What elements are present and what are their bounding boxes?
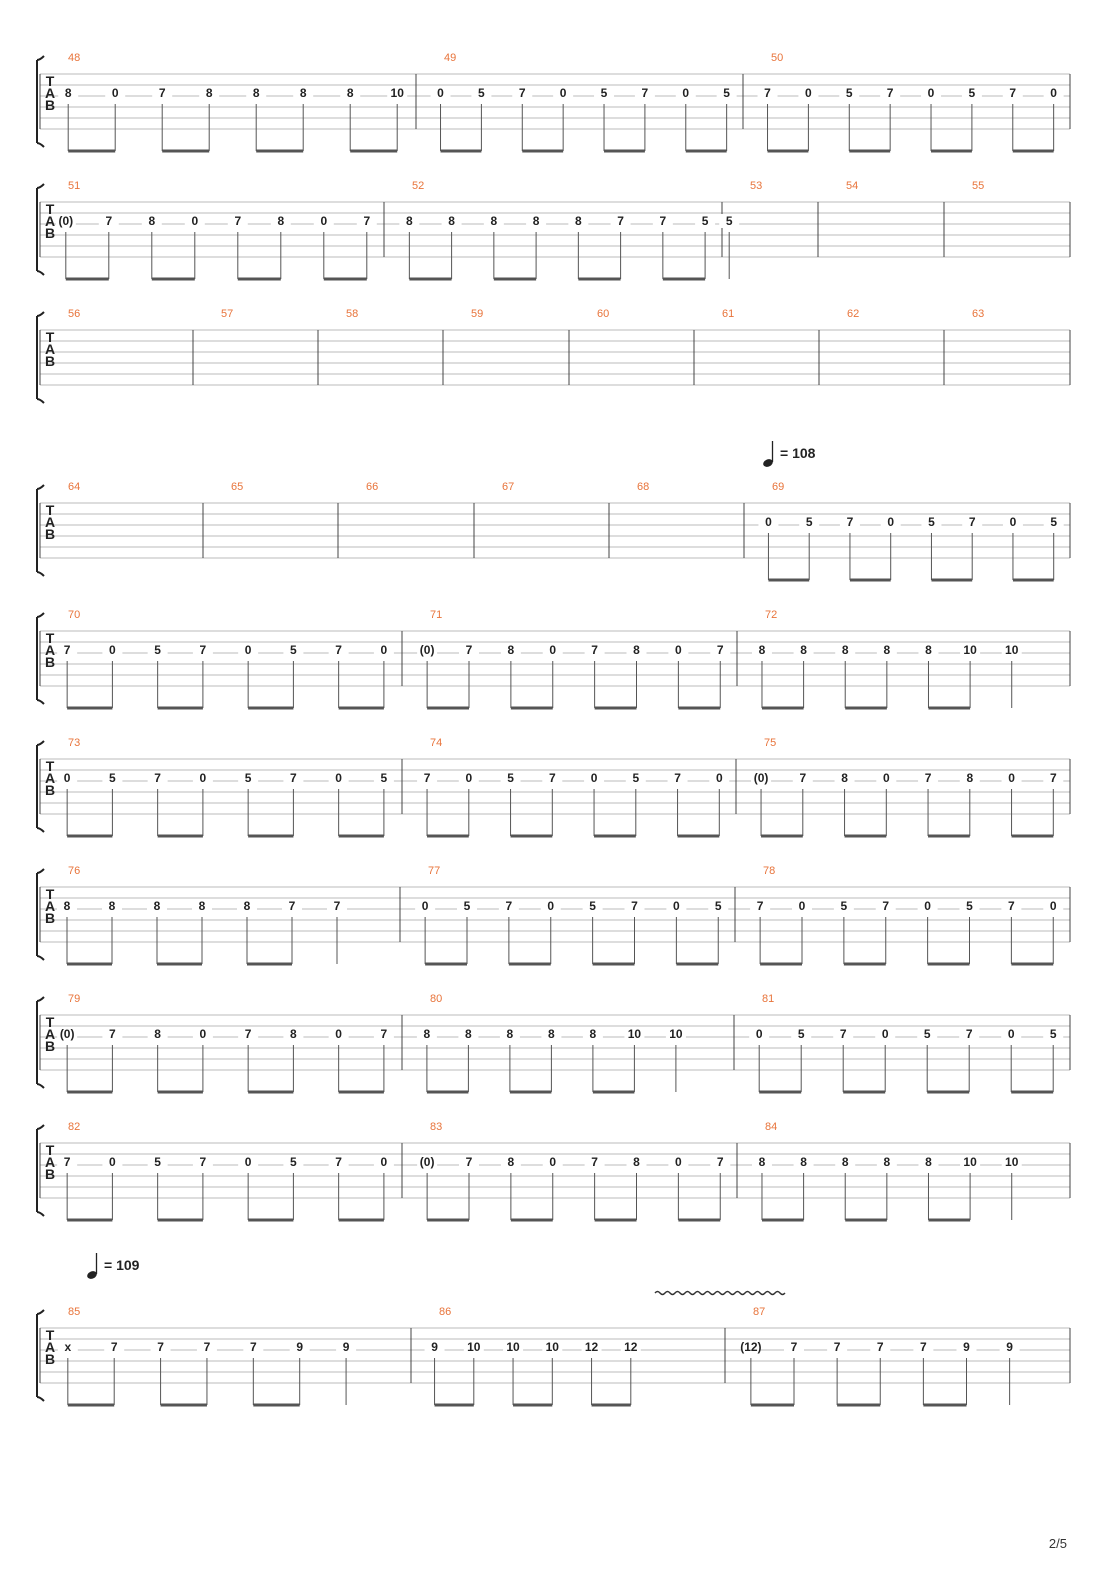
fret-number: 7: [764, 86, 771, 100]
fret-number: 8: [148, 214, 156, 228]
measure-number: 53: [750, 180, 763, 192]
tab-system: [37, 52, 1070, 151]
measure-number: 48: [68, 52, 81, 64]
tab-clef-letter: T: [45, 502, 55, 518]
fret-number: 7: [234, 214, 242, 228]
fret-number: 0: [927, 86, 935, 100]
fret-number: 10: [1005, 643, 1019, 657]
fret-number: 0: [465, 771, 473, 785]
fret-number: 7: [882, 899, 890, 913]
fret-number: 0: [887, 515, 895, 529]
fret-number: (12): [740, 1340, 762, 1354]
fret-number: 8: [966, 771, 974, 785]
fret-number: 5: [723, 86, 730, 100]
fret-number: 0: [882, 771, 890, 785]
fret-number: 8: [507, 643, 515, 657]
tab-clef-letter: T: [45, 630, 55, 646]
fret-number: 10: [963, 1155, 977, 1169]
fret-number: 7: [641, 86, 649, 100]
fret-number: 9: [1006, 1340, 1013, 1354]
fret-number: 7: [876, 1340, 884, 1354]
fret-number: 5: [714, 899, 722, 913]
fret-number: 0: [109, 1155, 116, 1169]
fret-number: 12: [624, 1340, 638, 1354]
fret-number: 10: [963, 643, 977, 657]
tab-clef-letter: B: [44, 654, 56, 670]
fret-number: 7: [335, 643, 342, 657]
measure-number: 67: [502, 481, 515, 493]
tab-clef-letter: T: [45, 1014, 55, 1030]
tab-clef-letter: A: [44, 85, 56, 101]
measure-number: 50: [771, 52, 784, 64]
measure-number: 61: [722, 308, 735, 320]
fret-number: 7: [63, 1155, 71, 1169]
fret-number: 8: [423, 1027, 431, 1041]
fret-number: 12: [584, 1340, 599, 1354]
fret-number: 5: [845, 86, 853, 100]
fret-number: 8: [532, 214, 540, 228]
measure-number: 49: [444, 52, 457, 64]
fret-number: (0): [59, 1027, 75, 1041]
fret-number: 8: [883, 1155, 891, 1169]
tab-clef-letter: A: [44, 898, 56, 914]
fret-number: 0: [1049, 899, 1057, 913]
fret-number: 7: [465, 1155, 473, 1169]
tab-system: [37, 737, 1070, 836]
fret-number: 7: [290, 771, 297, 785]
fret-number: 8: [252, 86, 260, 100]
fret-number: 0: [673, 899, 680, 913]
measure-number: 74: [430, 737, 443, 749]
fret-number: 0: [109, 643, 116, 657]
tab-system: [37, 180, 1070, 279]
fret-number: 5: [1050, 515, 1058, 529]
fret-number: 8: [800, 1155, 807, 1169]
tab-system: [37, 441, 1070, 580]
fret-number: 0: [549, 1155, 557, 1169]
tab-clef-letter: T: [45, 758, 55, 774]
measure-number: 80: [430, 993, 443, 1005]
fret-number: 5: [109, 771, 116, 785]
fret-number: 0: [682, 86, 690, 100]
tab-clef-letter: B: [44, 353, 56, 369]
measure-number: 73: [68, 737, 81, 749]
tab-clef-letter: B: [44, 910, 56, 926]
fret-number: 7: [968, 515, 976, 529]
fret-number: 8: [277, 214, 285, 228]
measure-number: 85: [68, 1306, 81, 1318]
fret-number: 0: [421, 899, 429, 913]
fret-number: 10: [390, 86, 404, 100]
vibrato-mark: [655, 1292, 785, 1295]
tab-clef-letter: A: [44, 213, 56, 229]
fret-number: 7: [335, 1155, 342, 1169]
fret-number: 7: [363, 214, 371, 228]
fret-number: 7: [924, 771, 932, 785]
fret-number: 8: [448, 214, 455, 228]
fret-number: 8: [841, 771, 848, 785]
fret-number: 0: [765, 515, 772, 529]
fret-number: 5: [600, 86, 608, 100]
tab-system: [37, 1253, 1070, 1405]
fret-number: 5: [966, 899, 973, 913]
fret-number: 0: [244, 643, 252, 657]
tempo-marking: = 109: [104, 1257, 140, 1273]
fret-number: 8: [406, 214, 413, 228]
fret-number: 7: [756, 899, 764, 913]
page-number: 2/5: [1048, 1536, 1067, 1551]
fret-number: 7: [465, 643, 473, 657]
measure-number: 58: [346, 308, 359, 320]
fret-number: 7: [631, 899, 638, 913]
fret-number: 0: [675, 643, 682, 657]
fret-number: (0): [419, 1155, 435, 1169]
tab-clef-letter: B: [44, 526, 56, 542]
fret-number: 5: [244, 771, 252, 785]
fret-number: 0: [547, 899, 555, 913]
fret-number: 10: [627, 1027, 642, 1041]
measure-number: 70: [68, 609, 81, 621]
measure-number: 55: [972, 180, 985, 192]
fret-number: 0: [881, 1027, 889, 1041]
measure-number: 77: [428, 865, 441, 877]
fret-number: (0): [58, 214, 74, 228]
fret-number: 7: [518, 86, 526, 100]
fret-number: 5: [632, 771, 640, 785]
fret-number: 5: [840, 899, 848, 913]
measure-number: 56: [68, 308, 81, 320]
fret-number: 8: [633, 1155, 640, 1169]
fret-number: 5: [154, 1155, 161, 1169]
fret-number: 7: [105, 214, 113, 228]
fret-number: 0: [335, 1027, 342, 1041]
fret-number: 7: [158, 86, 166, 100]
tab-clef-letter: T: [45, 329, 55, 345]
fret-number: 5: [589, 899, 596, 913]
fret-number: 0: [63, 771, 71, 785]
fret-number: 8: [153, 899, 161, 913]
measure-number: 65: [231, 481, 244, 493]
tab-clef-letter: A: [44, 341, 56, 357]
tab-system: [37, 865, 1070, 964]
fret-number: 0: [1009, 515, 1017, 529]
measure-number: 87: [753, 1306, 766, 1318]
fret-number: 0: [798, 899, 806, 913]
fret-number: 7: [846, 515, 854, 529]
tab-system: [37, 609, 1070, 708]
fret-number: 8: [800, 643, 807, 657]
fret-number: 0: [924, 899, 931, 913]
fret-number: 7: [380, 1027, 388, 1041]
fret-number: 0: [244, 1155, 252, 1169]
fret-number: 9: [296, 1340, 304, 1354]
fret-number: 5: [1049, 1027, 1057, 1041]
fret-number: 7: [199, 643, 207, 657]
fret-number: 8: [490, 214, 498, 228]
fret-number: 0: [805, 86, 812, 100]
fret-number: 5: [290, 643, 297, 657]
fret-number: 10: [467, 1340, 481, 1354]
fret-number: 8: [64, 86, 72, 100]
fret-number: 5: [463, 899, 471, 913]
tab-clef-letter: T: [45, 73, 55, 89]
measure-number: 52: [412, 180, 425, 192]
tab-clef-letter: A: [44, 1026, 56, 1042]
fret-number: 7: [716, 643, 724, 657]
fret-number: (0): [419, 643, 435, 657]
measure-number: 78: [763, 865, 776, 877]
fret-number: 5: [290, 1155, 297, 1169]
tab-clef-letter: T: [45, 886, 55, 902]
tab-clef-letter: T: [45, 1142, 55, 1158]
measure-number: 72: [765, 609, 778, 621]
measure-number: 57: [221, 308, 234, 320]
fret-number: 7: [591, 643, 598, 657]
fret-number: 5: [805, 515, 813, 529]
measure-number: 71: [430, 609, 443, 621]
fret-number: 0: [559, 86, 567, 100]
fret-number: 7: [920, 1340, 927, 1354]
tab-clef-letter: T: [45, 1327, 55, 1343]
fret-number: 5: [797, 1027, 805, 1041]
fret-number: 0: [320, 214, 328, 228]
fret-number: 8: [465, 1027, 472, 1041]
measure-number: 82: [68, 1121, 81, 1133]
fret-number: 8: [108, 899, 116, 913]
fret-number: 7: [833, 1340, 841, 1354]
tempo-marking: = 108: [780, 445, 816, 461]
fret-number: 0: [380, 1155, 388, 1169]
fret-number: 8: [633, 643, 640, 657]
tab-clef-letter: A: [44, 514, 56, 530]
fret-number: 7: [548, 771, 556, 785]
measure-number: 86: [439, 1306, 452, 1318]
fret-number: 8: [243, 899, 251, 913]
fret-number: 7: [617, 214, 624, 228]
fret-number: 8: [154, 1027, 161, 1041]
fret-number: 7: [839, 1027, 847, 1041]
fret-number: 0: [590, 771, 598, 785]
fret-number: 7: [790, 1340, 798, 1354]
tab-clef-letter: B: [44, 225, 56, 241]
tab-clef-letter: B: [44, 1038, 56, 1054]
measure-number: 81: [762, 993, 775, 1005]
fret-number: 8: [841, 1155, 849, 1169]
fret-number: 8: [290, 1027, 297, 1041]
measure-number: 60: [597, 308, 610, 320]
fret-number: 8: [841, 643, 849, 657]
fret-number: 7: [591, 1155, 598, 1169]
fret-number: 0: [191, 214, 199, 228]
fret-number: 7: [203, 1340, 211, 1354]
fret-number: 8: [925, 643, 932, 657]
fret-number: 0: [715, 771, 723, 785]
measure-number: 54: [846, 180, 859, 192]
fret-number: 7: [799, 771, 807, 785]
measure-number: 83: [430, 1121, 443, 1133]
fret-number: 7: [1049, 771, 1057, 785]
measure-number: 76: [68, 865, 81, 877]
fret-number: 10: [1005, 1155, 1019, 1169]
tab-clef-letter: T: [45, 201, 55, 217]
fret-number: 0: [199, 771, 207, 785]
fret-number: (0): [753, 771, 769, 785]
fret-number: 7: [63, 643, 71, 657]
fret-number: 8: [205, 86, 213, 100]
tab-system: [37, 308, 1070, 403]
fret-number: 7: [659, 214, 667, 228]
fret-number: 7: [288, 899, 296, 913]
fret-number: 0: [755, 1027, 763, 1041]
tab-clef-letter: B: [44, 1351, 56, 1367]
tab-system: [37, 993, 1070, 1092]
fret-number: 8: [758, 1155, 766, 1169]
tab-clef-letter: B: [44, 782, 56, 798]
measure-number: 64: [68, 481, 81, 493]
fret-number: 7: [886, 86, 894, 100]
fret-number: 0: [111, 86, 119, 100]
fret-number: 8: [589, 1027, 597, 1041]
fret-number: x: [64, 1340, 72, 1354]
tab-clef-letter: A: [44, 642, 56, 658]
measure-number: 63: [972, 308, 985, 320]
measure-number: 79: [68, 993, 81, 1005]
fret-number: 7: [244, 1027, 252, 1041]
fret-number: 0: [1007, 1027, 1015, 1041]
fret-number: 8: [198, 899, 206, 913]
measure-number: 51: [68, 180, 81, 192]
fret-number: 0: [380, 643, 388, 657]
fret-number: 8: [346, 86, 354, 100]
fret-number: 8: [506, 1027, 514, 1041]
measure-number: 62: [847, 308, 860, 320]
tab-clef-letter: B: [44, 1166, 56, 1182]
measure-number: 59: [471, 308, 484, 320]
fret-number: 8: [883, 643, 891, 657]
fret-number: 5: [725, 214, 733, 228]
fret-number: 8: [63, 899, 71, 913]
fret-number: 5: [507, 771, 514, 785]
fret-number: 8: [758, 643, 766, 657]
fret-number: 7: [423, 771, 431, 785]
fret-number: 10: [506, 1340, 520, 1354]
fret-number: 10: [669, 1027, 683, 1041]
tab-clef-letter: A: [44, 1339, 56, 1355]
measure-number: 68: [637, 481, 650, 493]
fret-number: 5: [928, 515, 935, 529]
fret-number: 7: [716, 1155, 724, 1169]
measure-number: 84: [765, 1121, 778, 1133]
fret-number: 7: [1009, 86, 1017, 100]
fret-number: 0: [1050, 86, 1057, 100]
fret-number: 8: [925, 1155, 932, 1169]
fret-number: 9: [963, 1340, 970, 1354]
fret-number: 7: [333, 899, 341, 913]
fret-number: 8: [507, 1155, 515, 1169]
measure-number: 75: [764, 737, 777, 749]
fret-number: 7: [1008, 899, 1015, 913]
fret-number: 5: [478, 86, 485, 100]
fret-number: 5: [968, 86, 976, 100]
fret-number: 7: [505, 899, 513, 913]
fret-number: 7: [249, 1340, 257, 1354]
fret-number: 0: [335, 771, 342, 785]
fret-number: 7: [674, 771, 681, 785]
measure-number: 69: [772, 481, 785, 493]
fret-number: 5: [923, 1027, 931, 1041]
fret-number: 9: [342, 1340, 350, 1354]
fret-number: 5: [380, 771, 388, 785]
fret-number: 9: [431, 1340, 438, 1354]
fret-number: 5: [701, 214, 709, 228]
fret-number: 0: [199, 1027, 207, 1041]
fret-number: 0: [675, 1155, 682, 1169]
fret-number: 7: [199, 1155, 207, 1169]
fret-number: 5: [154, 643, 161, 657]
tab-system: [37, 1121, 1070, 1220]
fret-number: 7: [157, 1340, 164, 1354]
tab-clef-letter: B: [44, 97, 56, 113]
fret-number: 8: [575, 214, 582, 228]
fret-number: 7: [154, 771, 161, 785]
tab-clef-letter: A: [44, 770, 56, 786]
fret-number: 0: [437, 86, 444, 100]
fret-number: 7: [110, 1340, 118, 1354]
fret-number: 7: [109, 1027, 116, 1041]
fret-number: 0: [549, 643, 557, 657]
fret-number: 0: [1008, 771, 1015, 785]
fret-number: 8: [548, 1027, 555, 1041]
measure-number: 66: [366, 481, 379, 493]
tab-clef-letter: A: [44, 1154, 56, 1170]
fret-number: 8: [299, 86, 307, 100]
fret-number: 10: [545, 1340, 559, 1354]
fret-number: 7: [965, 1027, 973, 1041]
